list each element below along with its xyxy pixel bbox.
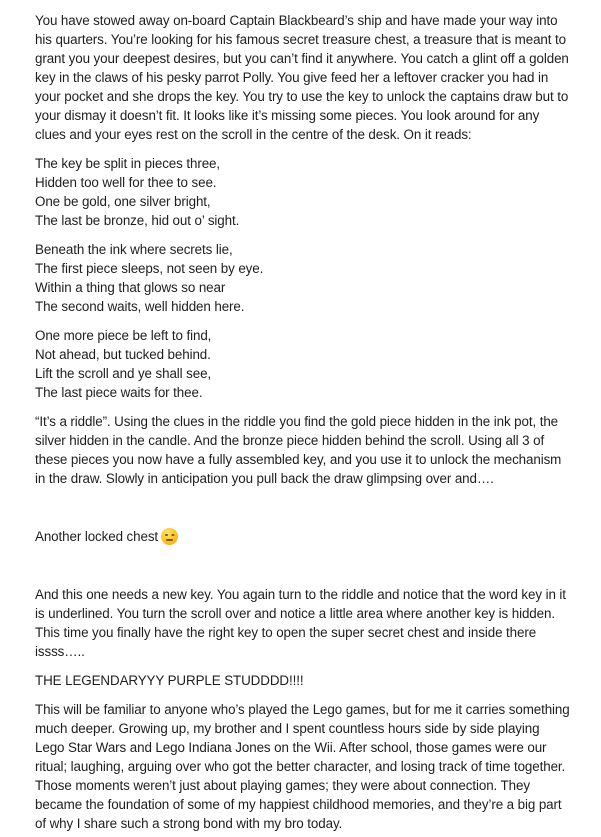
blank-paragraph	[35, 498, 570, 527]
paragraph-reflection: This will be familiar to anyone who’s played the Lego games, but for me it carries something much deeper. Growing up, my brother and I spent countless hours side by side playing Lego Star Wars and Lego Indiana Jones on the Wii. After school, those games were our ritual; laughing, arguing over who got the better character, and losing track of time together. Those moments weren’t just about playing games; they were about connection. They became the foundation of some of my happiest childhood memories, and they’re a big part of why I share such a strong bond with my bro today.	[35, 702, 570, 831]
riddle-stanza-3	[35, 326, 570, 402]
riddle-line: Beneath the ink where secrets lie,	[35, 242, 233, 257]
paragraph-solving: “It’s a riddle”. Using the clues in the riddle you find the gold piece hidden in the ink pot, the silver hidden in the candle. And the bronze piece hidden behind the scroll. Using all 3 of these pieces you now have a fully assembled key, and you use it to unlock the mechanism in the draw. Slowly in anticipation you pull back the draw glimpsing over and….	[35, 414, 562, 486]
paragraph-twist: And this one needs a new key. You again turn to the riddle and notice that the word key in it is underlined. You turn the scroll over and notice a little area where another key is hidden. This time you finally have the right key to open the super secret chest and inside there issss…..	[35, 587, 566, 659]
riddle-line: The last be bronze, hid out o’ sight.	[35, 213, 240, 228]
riddle-stanza-1	[35, 154, 570, 230]
riddle-line: Not ahead, but tucked behind.	[35, 347, 211, 362]
riddle-line: Hidden too well for thee to see.	[35, 175, 217, 190]
paragraph-chest	[35, 527, 570, 546]
chest-text: Another locked chest	[35, 529, 159, 544]
riddle-line: The last piece waits for thee.	[35, 385, 203, 400]
riddle-line: The first piece sleeps, not seen by eye.	[35, 261, 264, 276]
riddle-line: One more piece be left to find,	[35, 328, 212, 343]
paragraph-shout: THE LEGENDARYYY PURPLE STUDDDD!!!!	[35, 673, 304, 688]
riddle-stanza-2	[35, 240, 570, 316]
expressionless-face-emoji	[161, 528, 178, 545]
riddle-line: Within a thing that glows so near	[35, 280, 226, 295]
paragraph-intro: You have stowed away on-board Captain Blackbeard’s ship and have made your way into his quarters. You’re looking for his famous secret treasure chest, a treasure that is meant to grant you your deepest desires, but you can’t find it anywhere. You catch a glint off a golden key in the claws of his pesky parrot Polly. You give feed her a leftover cracker you had in your pocket and she drops the key. You try to use the key to unlock the captains draw but to your dismay it doesn’t fit. It looks like it’s missing some pieces. You look around for any clues and your eyes rest on the scroll in the centre of the desk. On it reads:	[35, 13, 569, 142]
riddle-line: The key be split in pieces three,	[35, 156, 221, 171]
riddle-line: The second waits, well hidden here.	[35, 299, 245, 314]
riddle-line: One be gold, one silver bright,	[35, 194, 211, 209]
riddle-line: Lift the scroll and ye shall see,	[35, 366, 212, 381]
blank-paragraph	[35, 556, 570, 585]
